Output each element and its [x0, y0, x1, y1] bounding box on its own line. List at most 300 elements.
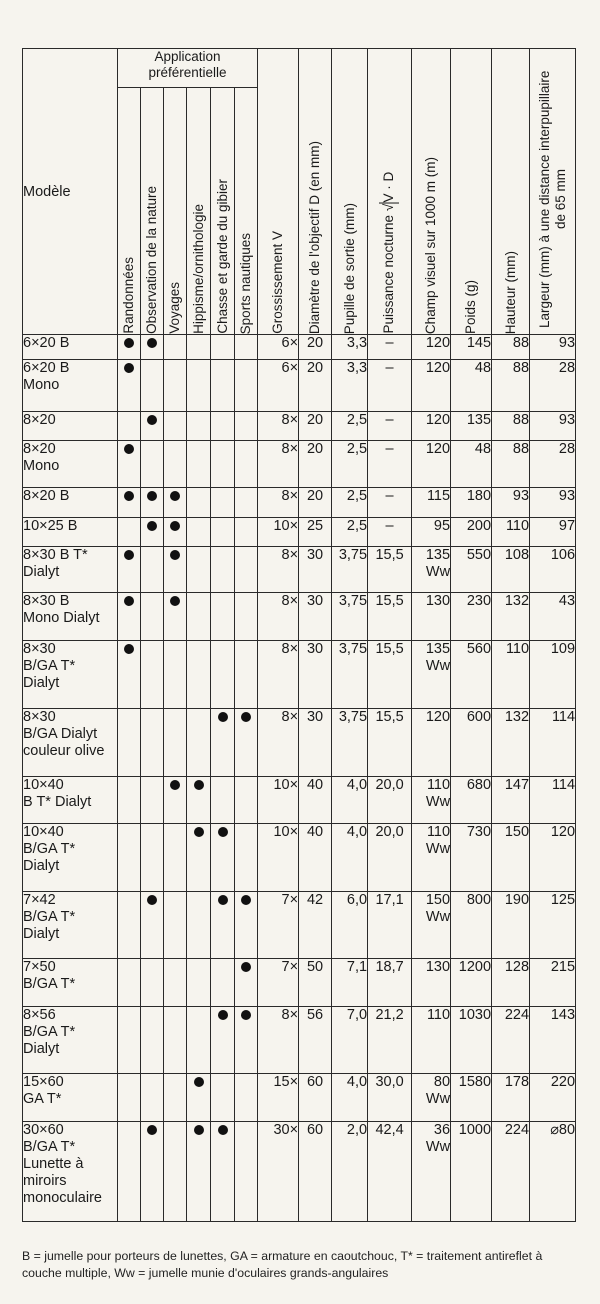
puissance-cell: – [368, 335, 412, 360]
application-cell [187, 412, 211, 441]
application-dot-icon [218, 1010, 228, 1020]
model-cell: 10×40 B T* Dialyt [23, 777, 118, 824]
application-dot-icon [124, 644, 134, 654]
poids-cell: 135 [451, 412, 492, 441]
application-cell [211, 335, 235, 360]
application-cell [211, 1122, 235, 1222]
application-cell [187, 547, 211, 593]
poids-cell: 1030 [451, 1007, 492, 1074]
model-cell: 8×30 B/GA Dialyt couleur olive [23, 709, 118, 777]
application-cell [235, 709, 258, 777]
model-cell: 8×30 B Mono Dialyt [23, 593, 118, 641]
hauteur-cell: 128 [492, 959, 530, 1007]
application-cell [187, 441, 211, 488]
application-cell [141, 335, 164, 360]
hauteur-cell: 93 [492, 488, 530, 518]
largeur-cell: 215 [530, 959, 576, 1007]
header-diametre: Diamètre de l'objectif D (en mm) [299, 49, 332, 335]
application-cell [235, 641, 258, 709]
poids-cell: 1580 [451, 1074, 492, 1122]
poids-cell: 48 [451, 360, 492, 412]
poids-cell: 1000 [451, 1122, 492, 1222]
model-cell: 8×30 B T* Dialyt [23, 547, 118, 593]
pupille-cell: 7,0 [332, 1007, 368, 1074]
champ-cell: 120 [412, 709, 451, 777]
champ-cell: 135 Ww [412, 641, 451, 709]
application-cell [141, 1007, 164, 1074]
grossissement-cell: 8× [258, 488, 299, 518]
diametre-cell: 60 [299, 1074, 332, 1122]
champ-cell: 115 [412, 488, 451, 518]
header-champ: Champ visuel sur 1000 m (m) [412, 49, 451, 335]
header-app-sports: Sports nautiques [235, 88, 258, 335]
puissance-cell: 15,5 [368, 547, 412, 593]
application-cell [235, 1122, 258, 1222]
diametre-cell: 20 [299, 335, 332, 360]
table-row [23, 335, 576, 360]
header-app-hippisme: Hippisme/ornithologie [187, 88, 211, 335]
application-cell [211, 360, 235, 412]
largeur-cell: 28 [530, 441, 576, 488]
poids-cell: 230 [451, 593, 492, 641]
application-cell [141, 1122, 164, 1222]
application-dot-icon [241, 1010, 251, 1020]
table-row [23, 777, 576, 824]
application-dot-icon [170, 491, 180, 501]
application-cell [141, 360, 164, 412]
diametre-cell: 56 [299, 1007, 332, 1074]
application-dot-icon [194, 1077, 204, 1087]
diametre-cell: 20 [299, 488, 332, 518]
poids-cell: 680 [451, 777, 492, 824]
pupille-cell: 4,0 [332, 777, 368, 824]
champ-cell: 95 [412, 518, 451, 547]
largeur-cell: ⌀80 [530, 1122, 576, 1222]
application-cell [187, 488, 211, 518]
header-app-observation: Observation de la nature [141, 88, 164, 335]
application-dot-icon [147, 1125, 157, 1135]
application-cell [118, 518, 141, 547]
champ-cell: 80 Ww [412, 1074, 451, 1122]
grossissement-cell: 10× [258, 777, 299, 824]
application-cell [164, 1074, 187, 1122]
application-cell [118, 892, 141, 959]
puissance-formula: V · D [379, 172, 399, 204]
largeur-cell: 93 [530, 335, 576, 360]
application-cell [187, 1007, 211, 1074]
application-cell [141, 518, 164, 547]
application-dot-icon [124, 363, 134, 373]
puissance-cell: – [368, 488, 412, 518]
grossissement-cell: 15× [258, 1074, 299, 1122]
footnote: B = jumelle pour porteurs de lunettes, GA = armature en caoutchouc, T* = traitement antireflet à couche multiple, Ww = jumelle munie d'oculaires grands-angulaires [22, 1249, 543, 1280]
hauteur-cell: 88 [492, 360, 530, 412]
application-dot-icon [147, 895, 157, 905]
application-cell [141, 959, 164, 1007]
puissance-cell: 17,1 [368, 892, 412, 959]
grossissement-cell: 8× [258, 412, 299, 441]
application-dot-icon [170, 596, 180, 606]
application-cell [118, 959, 141, 1007]
largeur-cell: 114 [530, 777, 576, 824]
application-dot-icon [241, 712, 251, 722]
hauteur-cell: 224 [492, 1007, 530, 1074]
application-cell [164, 959, 187, 1007]
application-dot-icon [194, 1125, 204, 1135]
grossissement-cell: 7× [258, 892, 299, 959]
champ-cell: 130 [412, 959, 451, 1007]
hauteur-cell: 88 [492, 335, 530, 360]
application-dot-icon [147, 415, 157, 425]
poids-cell: 145 [451, 335, 492, 360]
grossissement-cell: 8× [258, 709, 299, 777]
table-row [23, 959, 576, 1007]
pupille-cell: 7,1 [332, 959, 368, 1007]
puissance-cell: 21,2 [368, 1007, 412, 1074]
application-cell [141, 892, 164, 959]
champ-cell: 135 Ww [412, 547, 451, 593]
binocular-spec-table [22, 48, 576, 1222]
poids-cell: 800 [451, 892, 492, 959]
application-dot-icon [218, 895, 228, 905]
header-puissance: Puissance nocturne √V · D [368, 49, 412, 335]
model-cell: 8×20 Mono [23, 441, 118, 488]
application-cell [141, 488, 164, 518]
hauteur-cell: 178 [492, 1074, 530, 1122]
application-cell [235, 335, 258, 360]
application-cell [211, 1074, 235, 1122]
diametre-cell: 30 [299, 547, 332, 593]
application-cell [211, 641, 235, 709]
application-cell [187, 959, 211, 1007]
grossissement-cell: 10× [258, 824, 299, 892]
application-cell [164, 1007, 187, 1074]
table-row [23, 488, 576, 518]
poids-cell: 730 [451, 824, 492, 892]
application-cell [211, 412, 235, 441]
application-cell [118, 488, 141, 518]
header-hauteur: Hauteur (mm) [492, 49, 530, 335]
pupille-cell: 2,0 [332, 1122, 368, 1222]
model-header: Modèle [23, 49, 118, 335]
table-row [23, 892, 576, 959]
hauteur-cell: 190 [492, 892, 530, 959]
model-cell: 7×42 B/GA T* Dialyt [23, 892, 118, 959]
application-cell [164, 892, 187, 959]
pupille-cell: 2,5 [332, 441, 368, 488]
application-cell [141, 547, 164, 593]
hauteur-cell: 150 [492, 824, 530, 892]
model-cell: 30×60 B/GA T* Lunette à miroirs monoculaire [23, 1122, 118, 1222]
application-cell [235, 777, 258, 824]
poids-cell: 48 [451, 441, 492, 488]
diametre-cell: 20 [299, 412, 332, 441]
application-cell [211, 488, 235, 518]
model-cell: 8×56 B/GA T* Dialyt [23, 1007, 118, 1074]
pupille-cell: 2,5 [332, 412, 368, 441]
application-dot-icon [124, 550, 134, 560]
application-dot-icon [241, 895, 251, 905]
largeur-cell: 28 [530, 360, 576, 412]
application-cell [164, 547, 187, 593]
diametre-cell: 40 [299, 777, 332, 824]
pupille-cell: 3,75 [332, 547, 368, 593]
application-cell [118, 777, 141, 824]
application-cell [235, 1007, 258, 1074]
diametre-cell: 25 [299, 518, 332, 547]
table-row [23, 441, 576, 488]
application-dot-icon [147, 338, 157, 348]
largeur-cell: 106 [530, 547, 576, 593]
champ-cell: 120 [412, 441, 451, 488]
application-cell [235, 547, 258, 593]
application-cell [118, 1122, 141, 1222]
table-row [23, 1007, 576, 1074]
hauteur-cell: 88 [492, 412, 530, 441]
application-dot-icon [218, 1125, 228, 1135]
champ-cell: 110 [412, 1007, 451, 1074]
poids-cell: 200 [451, 518, 492, 547]
application-cell [141, 412, 164, 441]
poids-cell: 180 [451, 488, 492, 518]
header-largeur: Largeur (mm) à une distance interpupillaire de 65 mm [530, 49, 576, 335]
application-dot-icon [124, 491, 134, 501]
application-cell [118, 412, 141, 441]
application-cell [235, 1074, 258, 1122]
grossissement-cell: 10× [258, 518, 299, 547]
puissance-cell: 15,5 [368, 709, 412, 777]
application-cell [211, 518, 235, 547]
champ-cell: 150 Ww [412, 892, 451, 959]
application-cell [141, 441, 164, 488]
application-cell [164, 777, 187, 824]
application-cell [118, 1007, 141, 1074]
application-cell [187, 518, 211, 547]
diametre-cell: 60 [299, 1122, 332, 1222]
application-cell [118, 547, 141, 593]
poids-cell: 550 [451, 547, 492, 593]
application-cell [164, 641, 187, 709]
application-cell [211, 547, 235, 593]
application-dot-icon [147, 521, 157, 531]
table-row [23, 641, 576, 709]
application-dot-icon [170, 521, 180, 531]
grossissement-cell: 8× [258, 593, 299, 641]
grossissement-cell: 6× [258, 335, 299, 360]
application-dot-icon [194, 780, 204, 790]
diametre-cell: 40 [299, 824, 332, 892]
champ-cell: 120 [412, 412, 451, 441]
largeur-cell: 143 [530, 1007, 576, 1074]
champ-cell: 120 [412, 360, 451, 412]
application-cell [211, 1007, 235, 1074]
application-cell [118, 1074, 141, 1122]
poids-cell: 1200 [451, 959, 492, 1007]
header-app-chasse: Chasse et garde du gibier [211, 88, 235, 335]
diametre-cell: 30 [299, 641, 332, 709]
largeur-cell: 125 [530, 892, 576, 959]
champ-cell: 130 [412, 593, 451, 641]
application-dot-icon [194, 827, 204, 837]
grossissement-cell: 8× [258, 641, 299, 709]
model-cell: 10×40 B/GA T* Dialyt [23, 824, 118, 892]
header-app-voyages: Voyages [164, 88, 187, 335]
application-cell [164, 593, 187, 641]
model-cell: 8×20 B [23, 488, 118, 518]
hauteur-cell: 88 [492, 441, 530, 488]
pupille-cell: 2,5 [332, 518, 368, 547]
header-app-randonnees: Randonnées [118, 88, 141, 335]
table-row [23, 547, 576, 593]
application-cell [118, 641, 141, 709]
header-pupille: Pupille de sortie (mm) [332, 49, 368, 335]
application-cell [187, 892, 211, 959]
diametre-cell: 30 [299, 709, 332, 777]
application-cell [211, 593, 235, 641]
puissance-label: Puissance nocturne [381, 215, 397, 334]
model-cell: 7×50 B/GA T* [23, 959, 118, 1007]
pupille-cell: 6,0 [332, 892, 368, 959]
poids-cell: 560 [451, 641, 492, 709]
puissance-cell: 20,0 [368, 777, 412, 824]
largeur-cell: 93 [530, 412, 576, 441]
diametre-cell: 20 [299, 441, 332, 488]
pupille-cell: 3,75 [332, 641, 368, 709]
application-cell [235, 360, 258, 412]
table-row [23, 412, 576, 441]
pupille-cell: 4,0 [332, 824, 368, 892]
largeur-cell: 43 [530, 593, 576, 641]
application-cell [235, 593, 258, 641]
puissance-cell: 30,0 [368, 1074, 412, 1122]
hauteur-cell: 224 [492, 1122, 530, 1222]
table-row [23, 593, 576, 641]
application-cell [235, 488, 258, 518]
header-poids: Poids (g) [451, 49, 492, 335]
application-cell [164, 518, 187, 547]
grossissement-cell: 6× [258, 360, 299, 412]
diametre-cell: 50 [299, 959, 332, 1007]
model-cell: 8×20 [23, 412, 118, 441]
application-cell [141, 593, 164, 641]
hauteur-cell: 132 [492, 593, 530, 641]
application-cell [141, 641, 164, 709]
puissance-cell: – [368, 518, 412, 547]
puissance-cell: – [368, 412, 412, 441]
header-grossissement: Grossissement V [258, 49, 299, 335]
application-dot-icon [147, 491, 157, 501]
application-dot-icon [170, 550, 180, 560]
application-dot-icon [170, 780, 180, 790]
application-cell [118, 441, 141, 488]
application-cell [141, 777, 164, 824]
application-cell [235, 959, 258, 1007]
hauteur-cell: 108 [492, 547, 530, 593]
application-cell [164, 709, 187, 777]
application-cell [164, 335, 187, 360]
application-cell [141, 1074, 164, 1122]
application-cell [141, 709, 164, 777]
application-header: Application préférentielle [118, 49, 258, 88]
application-dot-icon [241, 962, 251, 972]
table-row [23, 360, 576, 412]
largeur-cell: 220 [530, 1074, 576, 1122]
puissance-cell: 15,5 [368, 593, 412, 641]
model-cell: 10×25 B [23, 518, 118, 547]
pupille-cell: 2,5 [332, 488, 368, 518]
largeur-cell: 114 [530, 709, 576, 777]
pupille-cell: 3,3 [332, 335, 368, 360]
hauteur-cell: 110 [492, 641, 530, 709]
application-dot-icon [124, 444, 134, 454]
puissance-cell: 18,7 [368, 959, 412, 1007]
application-cell [164, 412, 187, 441]
champ-cell: 36 Ww [412, 1122, 451, 1222]
application-dot-icon [124, 338, 134, 348]
grossissement-cell: 8× [258, 1007, 299, 1074]
hauteur-cell: 110 [492, 518, 530, 547]
pupille-cell: 3,3 [332, 360, 368, 412]
application-cell [211, 777, 235, 824]
puissance-cell: 20,0 [368, 824, 412, 892]
application-cell [118, 593, 141, 641]
application-cell [211, 709, 235, 777]
puissance-cell: 42,4 [368, 1122, 412, 1222]
champ-cell: 110 Ww [412, 824, 451, 892]
model-cell: 6×20 B Mono [23, 360, 118, 412]
champ-cell: 120 [412, 335, 451, 360]
largeur-cell: 93 [530, 488, 576, 518]
hauteur-cell: 147 [492, 777, 530, 824]
model-cell: 8×30 B/GA T* Dialyt [23, 641, 118, 709]
application-cell [187, 641, 211, 709]
application-dot-icon [218, 827, 228, 837]
grossissement-cell: 30× [258, 1122, 299, 1222]
pupille-cell: 3,75 [332, 709, 368, 777]
model-cell: 6×20 B [23, 335, 118, 360]
application-cell [118, 360, 141, 412]
spec-table-body [23, 335, 576, 1222]
pupille-cell: 3,75 [332, 593, 368, 641]
hauteur-cell: 132 [492, 709, 530, 777]
application-cell [235, 441, 258, 488]
application-cell [118, 709, 141, 777]
application-cell [211, 892, 235, 959]
grossissement-cell: 7× [258, 959, 299, 1007]
application-cell [187, 709, 211, 777]
application-cell [164, 1122, 187, 1222]
application-cell [164, 824, 187, 892]
puissance-cell: 15,5 [368, 641, 412, 709]
champ-cell: 110 Ww [412, 777, 451, 824]
application-cell [141, 824, 164, 892]
application-cell [187, 360, 211, 412]
largeur-cell: 109 [530, 641, 576, 709]
application-cell [187, 1074, 211, 1122]
table-row [23, 1122, 576, 1222]
grossissement-cell: 8× [258, 547, 299, 593]
application-cell [164, 360, 187, 412]
largeur-cell: 120 [530, 824, 576, 892]
application-cell [211, 959, 235, 1007]
application-cell [187, 1122, 211, 1222]
grossissement-cell: 8× [258, 441, 299, 488]
pupille-cell: 4,0 [332, 1074, 368, 1122]
application-cell [118, 824, 141, 892]
application-dot-icon [124, 596, 134, 606]
application-cell [211, 441, 235, 488]
puissance-cell: – [368, 360, 412, 412]
